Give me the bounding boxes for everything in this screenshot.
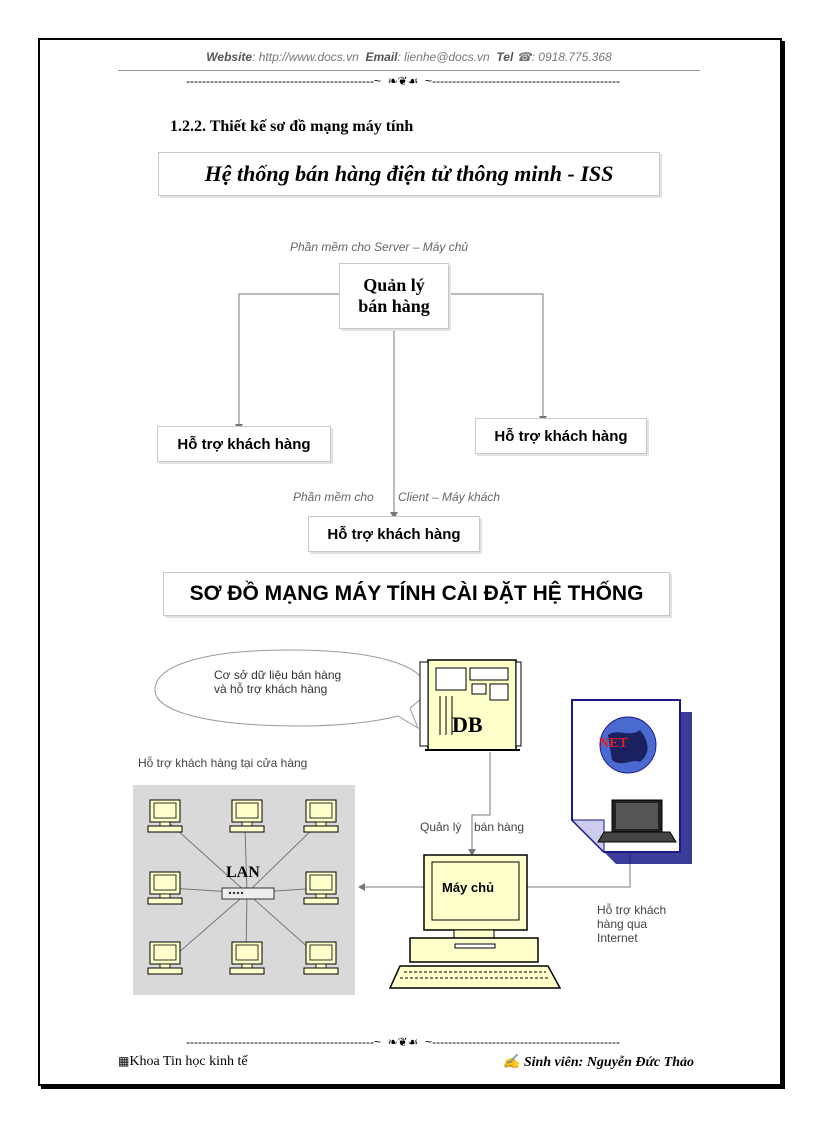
workstation-icon [304,942,338,974]
website-url: : http://www.docs.vn [252,50,359,64]
internet-support-label [597,903,666,945]
bubble-text [214,668,341,696]
separator-dashes-right: ~----------------------------------------------- [425,74,620,88]
book-icon: ▦ [118,1054,130,1068]
section-title: 1.2.2. Thiết kế sơ đồ mạng máy tính [170,118,414,135]
management-label-a: Quản lý [420,820,462,834]
customer-support-node-left: Hỗ trợ khách hàng [157,426,331,462]
lan-label: LAN [226,864,260,881]
student-name: Sinh viên: Nguyễn Đức Thảo [523,1055,694,1070]
client-software-label-b: Client – Máy khách [398,490,501,504]
arrow-to-lan [358,883,365,891]
net-label: NET [599,736,628,751]
diagram1-title: Hệ thống bán hàng điện tử thông minh - ISS [158,152,660,196]
footer-separator [118,1035,688,1049]
db-label: DB [452,712,483,737]
footer-dashes-right: ~----------------------------------------------- [425,1035,620,1049]
internet-line3: Internet [597,931,638,945]
email-label: Email [365,50,398,64]
email-address: : lienhe@docs.vn [397,50,490,64]
main-server-icon [390,855,560,988]
lan-hub-icon [222,888,274,899]
separator-dashes-left: -----------------------------------------------~ [186,74,381,88]
workstation-icon [304,872,338,904]
pen-icon: ✍ [502,1055,521,1070]
internet-line2: hàng qua [597,917,648,931]
workstation-icon [230,942,264,974]
separator-ornament: ❧❦☙ [387,74,419,88]
management-label-b: bán hàng [474,820,525,834]
footer-ornament: ❧❦☙ [387,1035,419,1049]
workstation-icon [304,800,338,832]
customer-support-node-right: Hỗ trợ khách hàng [475,418,647,454]
sales-management-line2: bán hàng [358,296,430,316]
footer-dashes-left: -----------------------------------------------~ [186,1035,381,1049]
workstation-icon [148,800,182,832]
phone-icon: ☎ [516,50,532,64]
server-label: Máy chủ [442,880,495,895]
tel-number: : 0918.775.368 [531,50,612,64]
store-support-label: Hỗ trợ khách hàng tại cửa hàng [138,756,308,770]
faculty-name: Khoa Tin học kinh tế [129,1054,248,1069]
workstation-icon [230,800,264,832]
customer-support-node-bottom: Hỗ trợ khách hàng [308,516,480,552]
diagram2-title: SƠ ĐỒ MẠNG MÁY TÍNH CÀI ĐẶT HỆ THỐNG [163,572,670,616]
website-label: Website [206,50,253,64]
server-software-label: Phần mềm cho Server – Máy chủ [290,240,469,254]
workstation-icon [148,942,182,974]
bubble-line2: và hỗ trợ khách hàng [214,682,328,696]
tel-label: Tel [496,50,514,64]
internet-line1: Hỗ trợ khách [597,903,667,917]
bubble-line1: Cơ sở dữ liệu bán hàng [214,668,342,682]
footer-left [118,1054,248,1070]
workstation-icon [148,872,182,904]
sales-management-line1: Quản lý [363,275,425,295]
client-software-label-a: Phần mềm cho [293,490,374,504]
footer-right [503,1054,694,1071]
internet-document-icon [572,700,692,864]
